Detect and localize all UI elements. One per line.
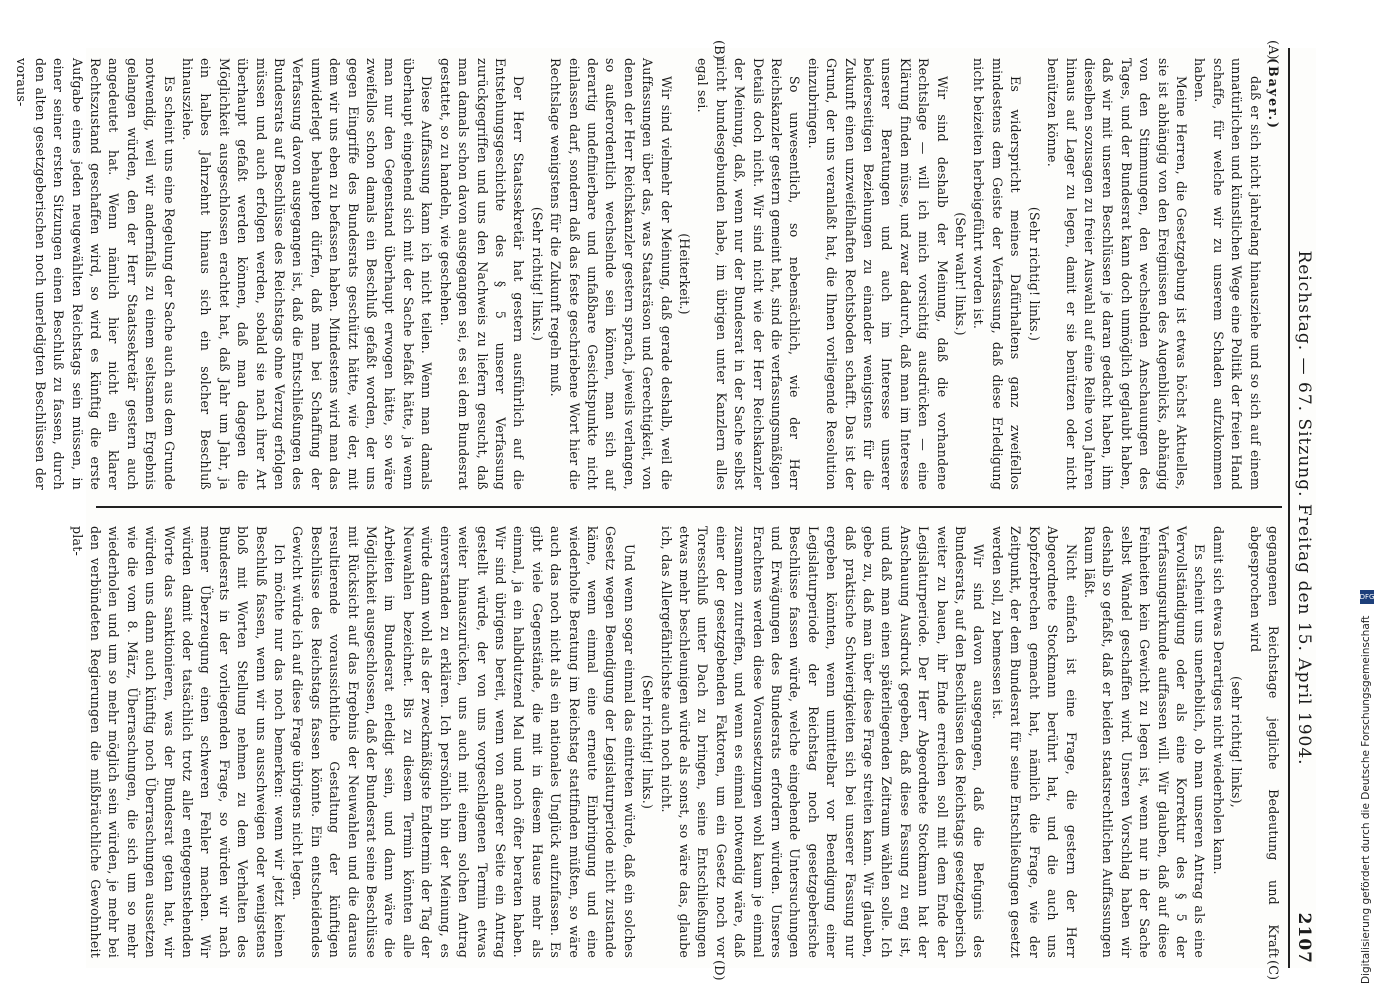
interjection: (Sehr richtig! links.) [1026,206,1042,342]
interjection: (Sehr richtig! links.) [529,206,545,342]
paragraph: Und wenn sogar einmal das eintreten würde, daß ein solches Gesetz wegen Beendigung der Legislaturperiode nicht zustande käme, wenn einmal eine erneute Einbringung und eine wiederholte Beratung im Reichstag stattfinden müßten, so wäre auch das noch nicht als ein nationales Unglück aufzufassen. Es gibt viele Gegenstände, die mit in diesem Hause mehr als einmal, ja ein halbdutzend Mal und noch öfter beraten haben. Wir sind übrigens bereit, wenn von anderer Seite ein Antrag gestellt würde, der von uns vorgeschlagenen Termin etwas weiter hinauszurücken, uns auch mit einem solchen Antrag einverstanden zu erklären. Ich persönlich bin der Meinung, es würde dann wohl als der zweckmäßigste Endtermin der Tag der Neuwahlen bezeichnet. Bis zu diesem Termin könnten alle Arbeiten im Bundesrat erledigt sein, und dann wäre die Möglichkeit ausgeschlossen, daß der Bundesrat seine Beschlüsse mit Rücksicht auf das Ergebnis der Neuwahlen und die daraus resultierende voraussichtliche Gestaltung der künftigen Beschlüsse des Reichstags fassen könnte. Ein entscheidendes Gewicht würde ich auf diese Frage übrigens nicht legen. [290,526,637,958]
paragraph: Diese Auffassung kann ich nicht teilen. Wenn man damals überhaupt eingehend sich mit der Sache befaßt hätte, ja wenn man nur den Gegenstand überhaupt erwogen hätte, so wäre zweifellos schon damals ein Beschluß gefaßt worden, der uns gegen Eingriffe des Bundesrats geschützt hätte, wie der, mit dem wir uns eben zu befassen haben. Mindestens wird man das umwiderlegt behaupten dürfen, daß man bei Schaffung der Verfassung davon ausgegangen ist, daß die Entschließungen des Bundesrats auf Beschlüsse des Reichstags ohne Verzug erfolgen müssen und auch erfolgen werden, sobald sie nach ihrer Art überhaupt gefaßt werden können, daß man dagegen die Möglichkeit ausgeschlossen erachtet hat, daß Jahr um Jahr, ja ein halbes Jahrzehnt hinaus sich ein solcher Beschluß hinausziehe. [180,58,435,490]
column-divider [96,506,1282,508]
margin-marker-d: (D) [711,960,726,981]
footer-credit: Digitalisierung gefördert durch die Deutsche Forschungsgemeinschaft [1360,615,1372,984]
running-header [1288,48,1316,968]
margin-marker-b: (B) [711,40,726,60]
dfg-logo: DFG [1360,590,1374,604]
interjection: (Sehr wahr! links.) [953,212,969,336]
paragraph: Es scheint uns unerheblich, ob man unseren Antrag als eine Vervollständigung oder als eine Korrektur des § 5 der Verfassungsurkunde auffassen will. Wir glauben, daß auf diese Feinheiten kein Gewicht zu legen ist, wenn nur in der Sache selbst Wandel geschaffen wird. Unseren Vorschlag haben wir deshalb so gefaßt, daß er beiden staatsrechtlichen Auffassungen Raum läßt. [1081,526,1208,958]
margin-marker-a: (A) [1265,40,1280,60]
paragraph: Ich möchte nur das noch bemerken: wenn wir jetzt keinen Beschluß fassen, wenn wir uns ausschweigen oder wenigstens bloß mit Worten Stellung nehmen zu dem Verhalten des Bundesrats in der vorliegenden Frage, so würden wir nach meiner Überzeugung einen schweren Fehler machen. Wir würden damit oder tatsächlich trotz aller entgegenstehenden Worte das sanktionieren, was der Bundesrat getan hat, wir würden uns dann auch künftig noch Überraschungen aussetzen wie die vom 8. März, Überraschungen, die sich um so mehr wiederholen und um so mehr möglich sein würden, je mehr bei den verbündeten Regierungen die mißbräuchliche Gewohnheit plat- [69,526,288,958]
paragraph: Nicht einfach ist eine Frage, die gestern der Herr Abgeordnete Stockmann berührt hat, und die auch uns Kopfzerbrechen gemacht hat, nämlich die Frage, wie der Zeitpunkt, der dem Bundesrat für seine Entschließungen gesetzt werden soll, zu bemessen ist. [989,526,1079,958]
right-text-column [69,526,1282,958]
header-title: Reichstag. — 67. Sitzung. Freitag den 15. April 1904. [1294,250,1314,766]
interjection: (sehr richtig! links), [1229,676,1245,808]
paragraph: Der Herr Staatssekretär hat gestern ausführlich auf die Entstehungsgeschichte des § 5 unserer Verfassung zurückgegriffen und uns den Nachweis zu liefern gesucht, daß man damals schon davon ausgegangen sei, es sei dem Bundesrat gestattet, so zu handeln, wie geschehen. [437,58,527,490]
speaker-name: (Bayer.) [1266,58,1281,130]
paragraph: So unwesentlich, so nebensächlich, wie der Herr Reichskanzler gestern gemeint hat, sind die verfassungsmäßigen Details doch nicht. Wir sind nicht wie der Herr Reichskanzler der Meinung, daß, wenn nur der Bundesrat in der Sache selbst nicht bundesgebunden habe, im übrigen unter Kanzlern alles egal sei. [695,58,803,490]
document-page [14,40,1316,981]
paragraph: Wir sind davon ausgegangen, daß die Befugnis des Bundesrats, auf den Beschlüssen des Reichstags gesetzgeberisch weiter zu bauen, ihr Ende erreichen soll mit dem Ende der Legislaturperiode. Der Herr Abgeordnete Stockmann hat der Anschauung Ausdruck gegeben, daß diese Fassung zu eng ist, und daß man einen späterliegenden Zeitraum wählen solle. Ich gebe zu, daß man über diese Frage streiten kann. Wir glauben, daß praktische Schwierigkeiten sich bei unserer Fassung nur ergeben könnten, wenn unmittelbar vor Beendigung einer Legislaturperiode der Reichstag noch gesetzgeberische Beschlüsse fassen würde, welche eingehende Untersuchungen und Erwägungen des Bundesrats erfordern würden. Unseres Erachtens werden diese Voraussetzungen wohl kaum je einmal zusammen zutreffen, und wenn es einmal notwendig wäre, daß einer der gesetzgebenden Faktoren, um ein Gesetz noch vor Toresschluß unter Dach zu bringen, seine Entschließungen etwas mehr beschleunigen würde als sonst, so wäre das, glaube ich, das Allergefährlichste auch noch nicht. [658,526,987,958]
paragraph: Es scheint uns eine Regelung der Sache auch aus dem Grunde notwendig, weil wir andernfalls zu einem seltsamen Ergebnis gelangen würden, den der Herr Staatssekretär gestern auch angedeutet hat. Wenn nämlich hier nicht ein klarer Rechtszustand geschaffen wird, so wird es künftig die erste Aufgabe eines jeden neugewählten Reichstags sein müssen, in einer seiner ersten Sitzungen einen Beschluß zu fassen, durch den alten gesetzgeberischen noch unerledigten Beschlüssen der voraus- [14,58,177,490]
margin-marker-c: (C) [1265,960,1280,981]
paragraph: Meine Herren, die Gesetzgebung ist etwas höchst Aktuelles, sie ist abhängig von den Ereignissen des Augenblicks, abhängig von den Stimmungen, den wechselnden Anschauungen des Tages, und der Bundesrat kann doch unmöglich geglaubt haben, daß wir mit unseren Beschlüssen je daran gedacht haben, ihm dieselben sozusagen zu freier Auswahl auf eine Reihe von Jahren hinaus auf Lager zu legen, damit er sie benützen oder nicht benützen könne. [1045,58,1189,490]
paragraph: Wir sind deshalb der Meinung, daß die vorhandene Rechtslage — will ich mich vorsichtig ausdrücken — eine Klärung finden müsse, und zwar dadurch, daß man im Interesse unserer Beratungen und auch im Interesse unserer beiderseitigen Beziehungen zu einander wenigstens für die Zukunft einen unzweifelhaften Rechtsboden schafft. Das ist der Grund, der uns veranlaßt hat, die Ihnen vorliegende Resolution einzubringen. [805,58,950,490]
left-text-column [14,58,1282,490]
paragraph: Wir sind vielmehr der Meinung, daß gerade deshalb, weil die Auffassungen über das, was Staatsräson und Gerechtigkeit, von denen der Herr Reichskanzler gestern sprach, jeweils verlangen, so außerordentlich wechselnde sein können, man sich auf derartig undefinierbare und unfaßbare Gesichtspunkte nicht einlassen darf, sondern daß das feste geschriebene Wort hier die Rechtslage wenigstens für die Zukunft regeln muß. [548,58,674,490]
paragraph: Es widerspricht meines Dafürhaltens ganz zweifellos mindestens dem Geiste der Verfassung, daß diese Erledigung nicht beizeiten herbeigeführt worden ist. [971,58,1024,490]
interjection: (Heiterkeit.) [677,233,692,315]
interjection: (Sehr richtig! links.) [640,674,656,810]
paragraph: damit sich etwas Derartiges nicht wiederholen kann. [1210,526,1226,875]
page-number: 2107 [1294,912,1314,964]
paragraph: daß er sich nicht jahrelang hinausziehe und so sich auf einem unnatürlichen und künstlichen Wege eine Politik der freien Hand schaffe, für welche wir zu unserem Schaden aufzukommen haben. [1192,58,1263,490]
digitization-footer [1359,593,1375,994]
paragraph: gegangenen Reichstage jegliche Bedeutung und Kraft abgesprochen wird [1247,526,1281,958]
